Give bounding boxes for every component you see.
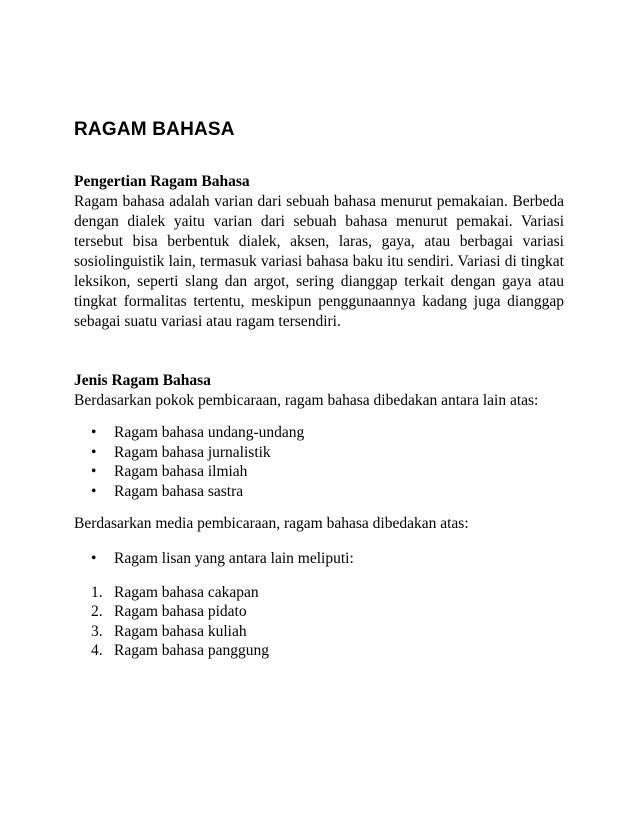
- list-item: [74, 549, 564, 569]
- bullet-icon: •: [91, 424, 97, 441]
- list-item-text: Ragam bahasa sastra: [114, 482, 244, 500]
- list-item: [74, 641, 564, 661]
- paragraph-pengertian: Ragam bahasa adalah varian dari sebuah bahasa menurut pemakaian. Berbeda dengan dialek yaitu varian dari sebuah bahasa menurut pemakai. Variasi tersebut bisa berbentuk dialek, aksen, laras, gaya, atau berbagai variasi sosiolinguistik lain, termasuk variasi bahasa baku itu sendiri. Variasi di tingkat leksikon, seperti slang dan argot, sering dianggap terkait dengan gaya atau tingkat formalitas tertentu, meskipun penggunaannya kadang juga dianggap sebagai suatu variasi atau ragam tersendiri.: [74, 193, 564, 330]
- bullet-icon: •: [91, 550, 97, 567]
- list-item: [74, 602, 564, 622]
- bullet-list-pokok: [74, 423, 564, 501]
- list-item: [74, 462, 564, 482]
- section-heading-pengertian: Pengertian Ragam Bahasa: [74, 173, 250, 190]
- numbered-list-lisan: [74, 583, 564, 661]
- list-item-text: Ragam bahasa undang-undang: [114, 424, 305, 441]
- list-item-text: Ragam bahasa ilmiah: [114, 463, 248, 480]
- section-heading-jenis: Jenis Ragam Bahasa: [74, 372, 211, 389]
- list-item-text: Ragam bahasa jurnalistik: [114, 443, 271, 461]
- list-item: [74, 583, 564, 603]
- list-item: [74, 622, 564, 642]
- list-item-text: Ragam bahasa kuliah: [114, 622, 247, 640]
- list-item-text: Ragam bahasa cakapan: [114, 583, 259, 601]
- list-item: [74, 482, 564, 502]
- section-jenis: [74, 371, 564, 661]
- bullet-icon: •: [91, 443, 97, 461]
- list-item: [74, 423, 564, 443]
- list-number: 1.: [91, 583, 103, 601]
- list-item-text: Ragam bahasa panggung: [114, 642, 269, 659]
- list-item-text: Ragam lisan yang antara lain meliputi:: [114, 550, 354, 567]
- list-item: [74, 443, 564, 463]
- bullet-icon: •: [91, 482, 97, 500]
- bullet-list-media: [74, 549, 564, 569]
- page-title: RAGAM BAHASA: [74, 119, 235, 140]
- paragraph-intro-media: Berdasarkan media pembicaraan, ragam bahasa dibedakan atas:: [74, 515, 469, 532]
- section-pengertian: [74, 172, 564, 332]
- list-number: 2.: [91, 603, 103, 620]
- list-number: 3.: [91, 622, 103, 640]
- bullet-icon: •: [91, 463, 97, 480]
- list-number: 4.: [91, 642, 103, 659]
- paragraph-intro-pokok: Berdasarkan pokok pembicaraan, ragam bahasa dibedakan antara lain atas:: [74, 392, 539, 409]
- list-item-text: Ragam bahasa pidato: [114, 603, 247, 620]
- document-page: [74, 118, 564, 661]
